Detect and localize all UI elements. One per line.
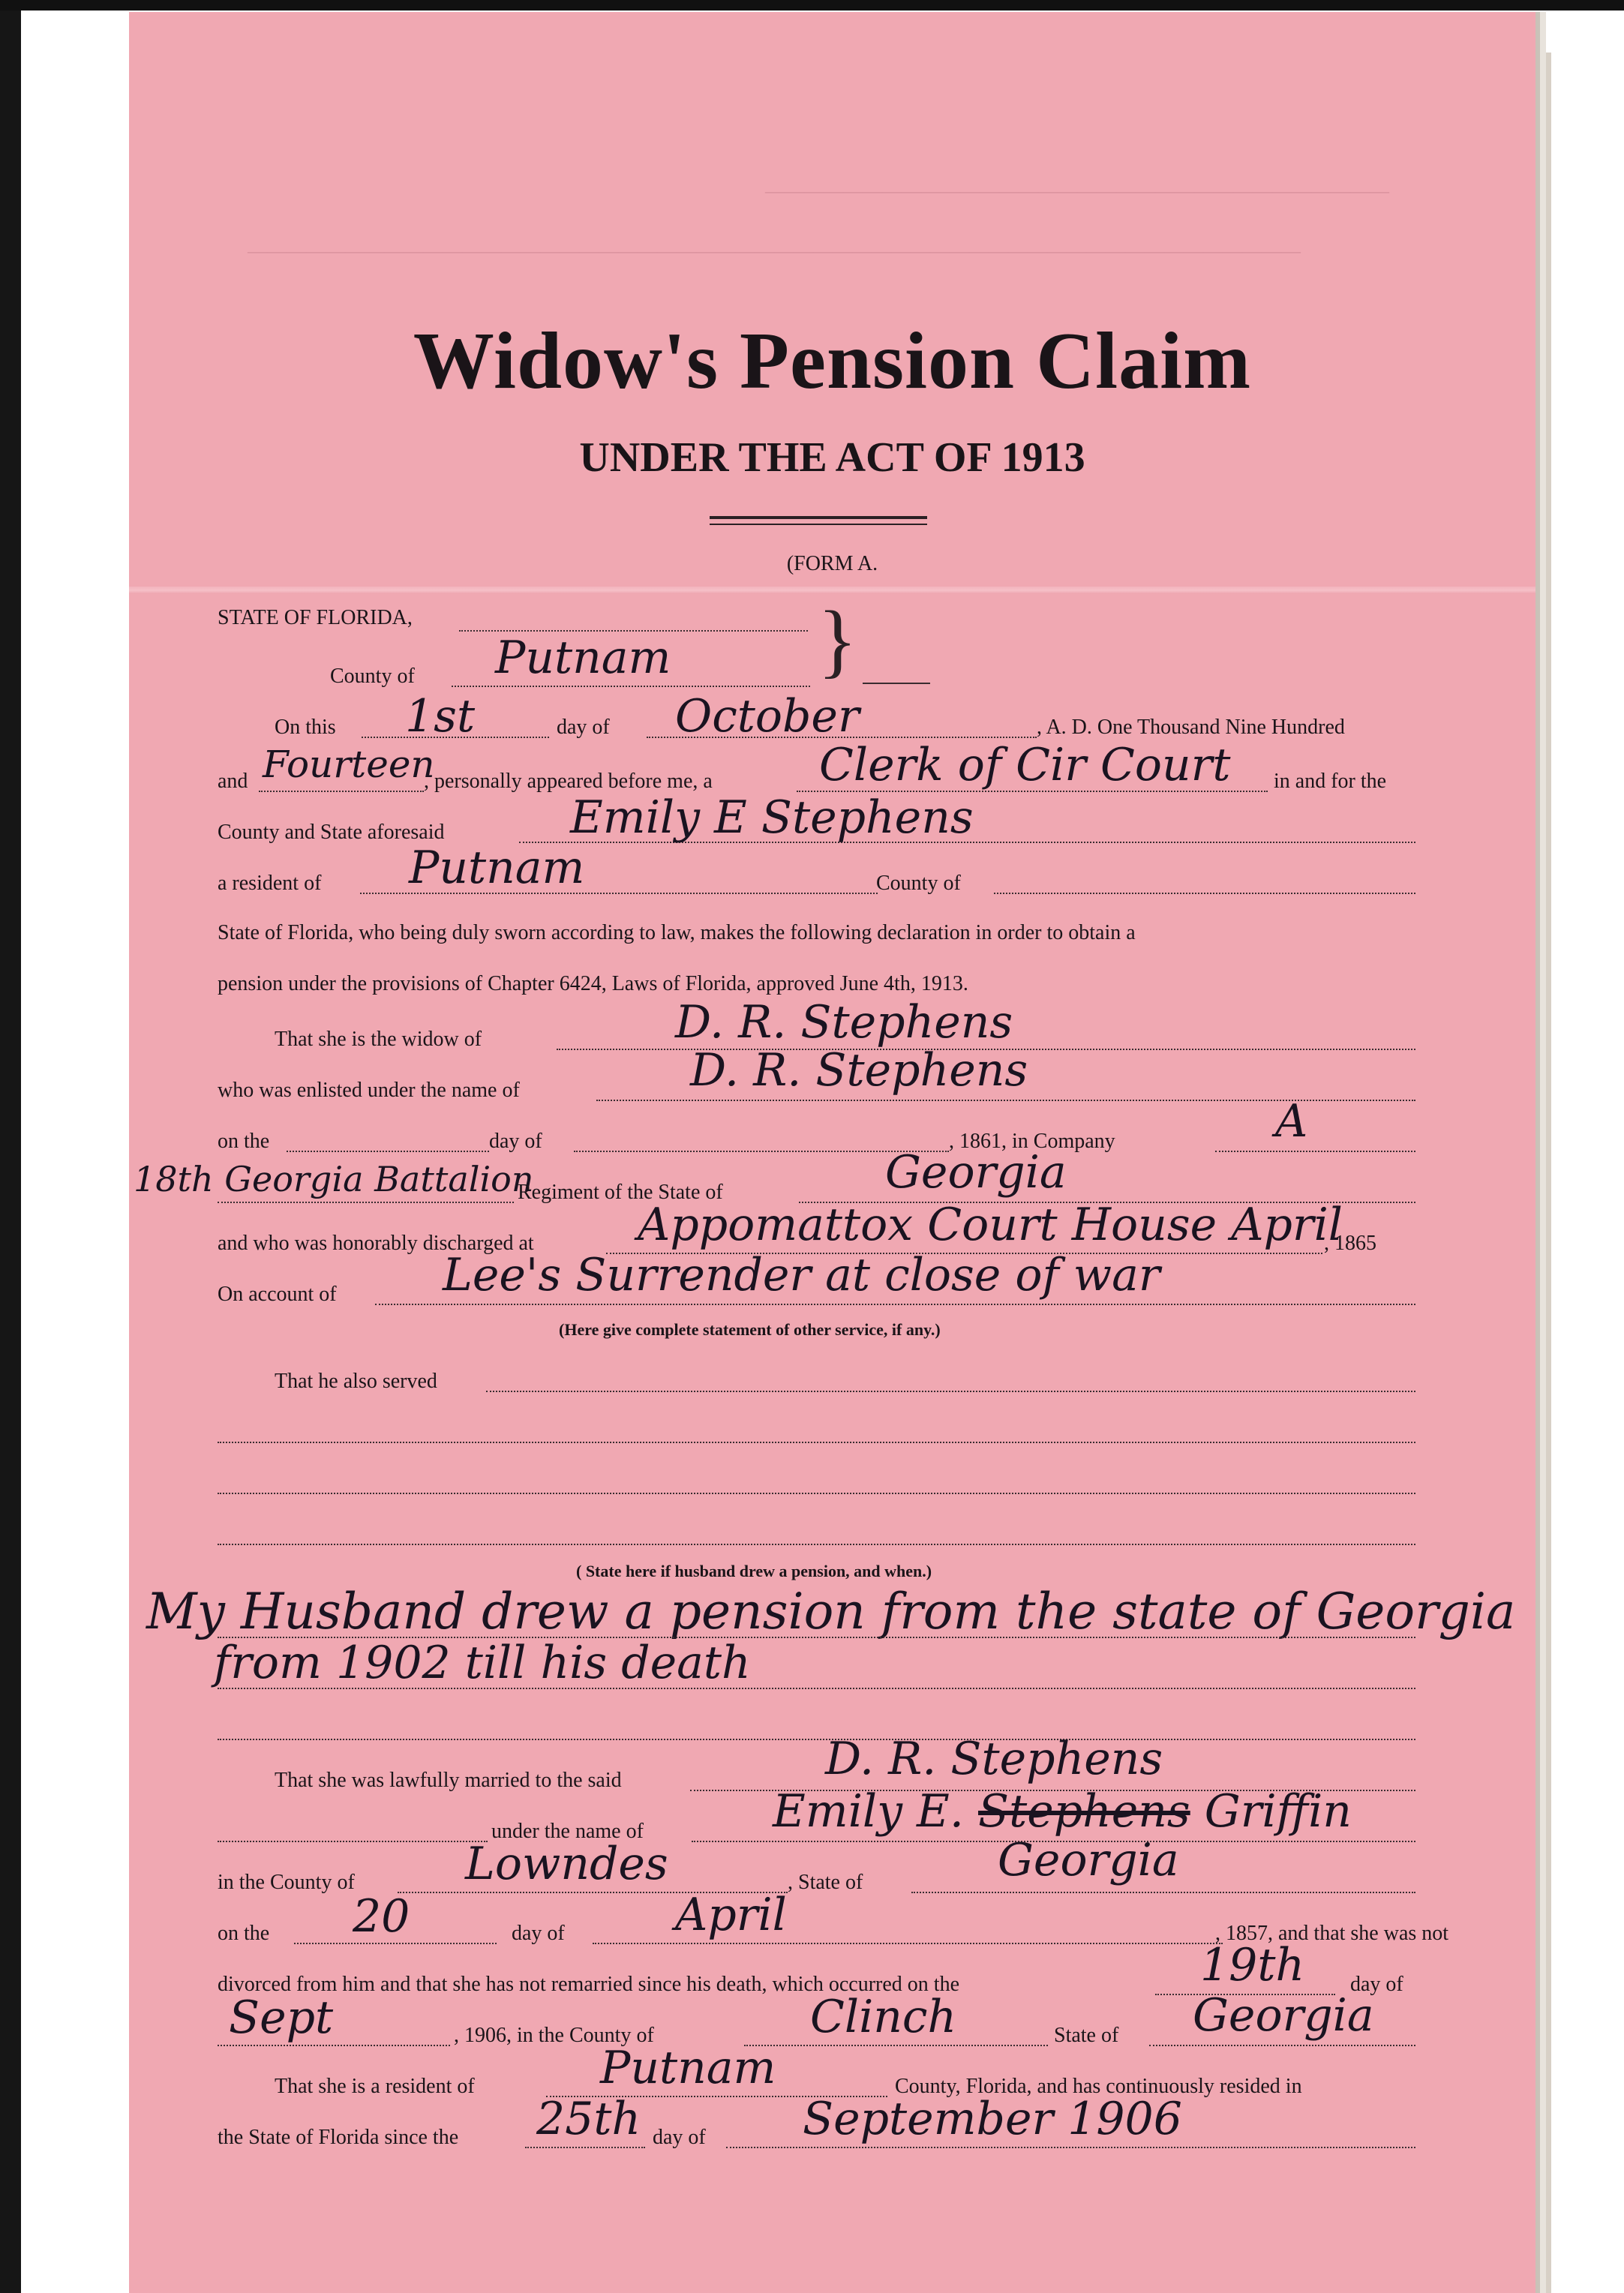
claimant-value: Emily E Stephens <box>570 791 974 844</box>
regiment-line[interactable] <box>218 1202 514 1203</box>
appeared-text: , personally appeared before me, a <box>424 770 713 793</box>
form-title: Widow's Pension Claim <box>413 317 1252 406</box>
title-rule <box>710 516 927 519</box>
day-value: 1st <box>405 690 476 743</box>
account-label: On account of <box>218 1283 337 1306</box>
marriage-state-line[interactable] <box>911 1892 1415 1893</box>
year-1857-text: , 1857, and that she was not <box>1215 1922 1449 1945</box>
on-the-label: on the <box>218 1130 270 1153</box>
state-label: STATE OF FLORIDA, <box>218 606 413 629</box>
battalion-value: 18th Georgia Battalion <box>134 1159 534 1199</box>
enlisted-label: who was enlisted under the name of <box>218 1079 520 1102</box>
death-month-line[interactable] <box>218 2045 450 2046</box>
discharged-value: Appomattox Court House April <box>638 1199 1343 1251</box>
brace-line <box>863 683 930 684</box>
also-served-line[interactable] <box>218 1544 1415 1545</box>
account-line[interactable] <box>375 1304 1415 1305</box>
since-date-value: September 1906 <box>803 2093 1182 2145</box>
year-value: Fourteen <box>263 743 435 786</box>
county-of-line[interactable] <box>994 893 1415 894</box>
form-label: (FORM A. <box>786 552 878 575</box>
county-label: County of <box>330 665 415 688</box>
also-served-line[interactable] <box>218 1493 1415 1494</box>
pension-line[interactable] <box>218 1739 1415 1740</box>
death-month-value: Sept <box>229 1991 334 2044</box>
since-label: the State of Florida since the <box>218 2126 459 2149</box>
also-served-line[interactable] <box>218 1442 1415 1443</box>
widow-of-label: That she is the widow of <box>275 1028 482 1051</box>
marriage-day-line[interactable] <box>294 1943 497 1944</box>
company-value: A <box>1275 1095 1308 1148</box>
married-value: D. R. Stephens <box>825 1733 1163 1785</box>
in-and-for-text: in and for the <box>1274 770 1387 793</box>
county-value: Putnam <box>495 632 671 684</box>
pension-line[interactable] <box>218 1688 1415 1689</box>
since-date-line[interactable] <box>726 2147 1415 2148</box>
year-line[interactable] <box>259 791 424 792</box>
company-line[interactable] <box>1215 1151 1415 1152</box>
declaration-line-1: State of Florida, who being duly sworn according to law, makes the following declaration in order to obtain a <box>218 921 1136 944</box>
maiden-struck: Stephens <box>978 1785 1190 1838</box>
death-county-value: Clinch <box>810 1991 957 2043</box>
marriage-state-value: Georgia <box>998 1834 1179 1886</box>
death-day-value: 19th <box>1200 1939 1305 1991</box>
resident-label: a resident of <box>218 872 322 895</box>
pension-note: ( State here if husband drew a pension, and when.) <box>576 1562 932 1580</box>
enlist-day-line[interactable] <box>287 1151 489 1152</box>
state-of-label: , State of <box>788 1871 863 1894</box>
in-county-label: in the County of <box>218 1871 355 1894</box>
and-label: and <box>218 770 248 793</box>
maiden-pre-line[interactable] <box>218 1841 488 1842</box>
resident-of-label: That she is a resident of <box>275 2075 475 2098</box>
marriage-month-value: April <box>675 1889 787 1941</box>
service-note: (Here give complete statement of other service, if any.) <box>559 1320 941 1339</box>
death-county-line[interactable] <box>744 2045 1048 2046</box>
brace: } <box>818 594 857 686</box>
resident-value: Putnam <box>409 842 585 894</box>
since-day-line[interactable] <box>525 2147 645 2148</box>
on-the-label-2: on the <box>218 1922 270 1945</box>
also-served-line[interactable] <box>486 1391 1415 1392</box>
regiment-state-value: Georgia <box>885 1146 1067 1199</box>
since-day-value: 25th <box>536 2093 641 2145</box>
day-of-label-5: day of <box>653 2126 706 2149</box>
death-state-value: Georgia <box>1193 1989 1374 2042</box>
discharged-label: and who was honorably discharged at <box>218 1232 534 1255</box>
year-1906-text: , 1906, in the County of <box>454 2024 654 2047</box>
scan-border <box>0 0 1624 11</box>
county-of-label: County of <box>876 872 961 895</box>
state-of-label-2: State of <box>1054 2024 1119 2047</box>
day-of-label: day of <box>557 716 610 739</box>
marriage-county-value: Lowndes <box>465 1838 668 1890</box>
ad-text: , A. D. One Thousand Nine Hundred <box>1037 716 1345 739</box>
show-through: ———————————————————————————————— <box>765 180 1389 202</box>
marriage-month-line[interactable] <box>593 1943 1223 1944</box>
enlisted-value: D. R. Stephens <box>690 1044 1028 1097</box>
year-1865-text: , 1865 <box>1324 1232 1376 1255</box>
marriage-day-value: 20 <box>353 1890 410 1943</box>
month-value: October <box>675 690 860 743</box>
show-through: —————————————————————————————————————————————————————— <box>248 240 1301 262</box>
resided-text: County, Florida, and has continuously resided in <box>895 2075 1302 2098</box>
death-state-line[interactable] <box>1149 2045 1415 2046</box>
on-this-label: On this <box>275 716 336 739</box>
pension-line-2: from 1902 till his death <box>214 1637 751 1689</box>
county-state-text: County and State aforesaid <box>218 821 445 844</box>
divorced-text: divorced from him and that she has not remarried since his death, which occurred on the <box>218 1973 960 1996</box>
maiden-name-value: Emily E. Stephens Griffin <box>773 1785 1352 1838</box>
day-of-label-4: day of <box>1350 1973 1403 1996</box>
married-label: That she was lawfully married to the said <box>275 1769 622 1792</box>
county-line[interactable] <box>452 686 810 687</box>
pension-line-1: My Husband drew a pension from the state of Georgia <box>146 1583 1516 1640</box>
title-rule <box>710 524 927 525</box>
declaration-line-2: pension under the provisions of Chapter 6424, Laws of Florida, approved June 4th, 1913. <box>218 972 968 995</box>
under-name-label: under the name of <box>491 1820 644 1843</box>
regiment-label: Regiment of the State of <box>518 1181 723 1204</box>
day-of-label-2: day of <box>489 1130 542 1153</box>
account-value: Lee's Surrender at close of war <box>443 1249 1160 1301</box>
year-1861-text: , 1861, in Company <box>949 1130 1115 1153</box>
resident-county-value: Putnam <box>600 2042 776 2094</box>
widow-of-value: D. R. Stephens <box>675 996 1013 1049</box>
day-of-label-3: day of <box>512 1922 565 1945</box>
maiden-surname: Griffin <box>1204 1785 1352 1838</box>
scan-edge <box>0 11 21 2293</box>
officer-value: Clerk of Cir Court <box>819 739 1231 791</box>
also-served-label: That he also served <box>275 1370 437 1393</box>
form-subtitle: UNDER THE ACT OF 1913 <box>579 434 1085 481</box>
